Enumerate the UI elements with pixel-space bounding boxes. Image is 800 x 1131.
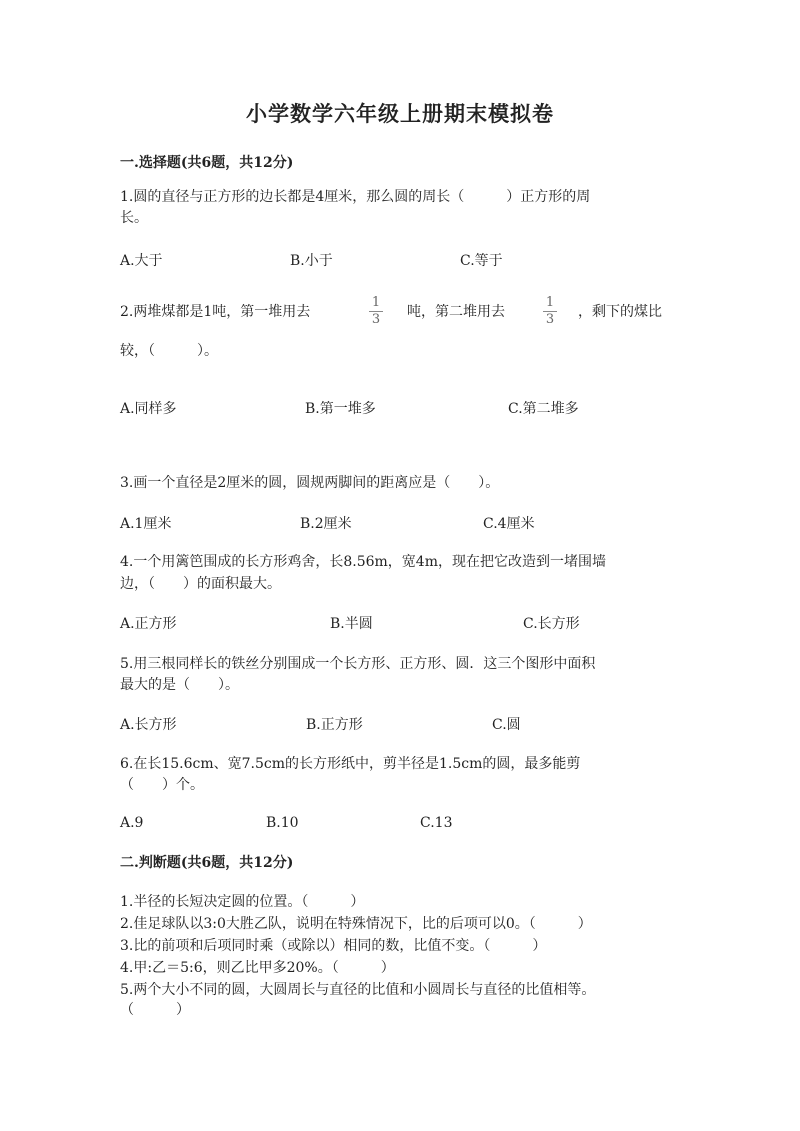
question-2-part-3: ，剩下的煤比: [578, 304, 662, 320]
page-title: 小学数学六年级上册期末模拟卷: [246, 101, 554, 126]
question-4-option-a: A.正方形: [120, 616, 177, 632]
question-1-line-2: 长。: [120, 210, 148, 226]
question-5-option-c: C.圆: [492, 717, 521, 733]
fraction-denominator: 3: [545, 312, 555, 327]
question-6-option-b: B.10: [266, 815, 299, 831]
question-3-option-a: A.1厘米: [120, 516, 172, 532]
judgment-item-2: 2.佳足球队以3:0大胜乙队，说明在特殊情况下，比的后项可以0。（ ）: [120, 916, 592, 932]
question-2-option-b: B.第一堆多: [305, 401, 376, 417]
judgment-item-1: 1.半径的长短决定圆的位置。（ ）: [120, 894, 365, 910]
question-2-line-2: 较，（ ）。: [120, 343, 218, 359]
question-1-option-b: B.小于: [290, 253, 333, 269]
question-3-line-1: 3.画一个直径是2厘米的圆，圆规两脚间的距离应是（ ）。: [120, 475, 500, 491]
question-6-option-a: A.9: [120, 815, 144, 831]
question-1-line-1: 1.圆的直径与正方形的边长都是4厘米，那么圆的周长（ ）正方形的周: [120, 189, 591, 205]
question-4-line-2: 边，（ ）的面积最大。: [120, 576, 281, 592]
fraction-numerator: 1: [371, 295, 381, 310]
fraction-denominator: 3: [371, 312, 381, 327]
question-5-line-1: 5.用三根同样长的铁丝分别围成一个长方形、正方形、圆．这三个图形中面积: [120, 656, 596, 672]
question-1-option-a: A.大于: [120, 253, 163, 269]
question-4-line-1: 4.一个用篱笆围成的长方形鸡舍，长8.56m，宽4m，现在把它改造到一堵围墙: [120, 554, 606, 570]
question-2-fraction-1: [369, 296, 383, 327]
fraction-numerator: 1: [545, 295, 555, 310]
judgment-item-4: 4.甲:乙＝5:6，则乙比甲多20%。（ ）: [120, 960, 395, 976]
judgment-item-3: 3.比的前项和后项同时乘（或除以）相同的数，比值不变。（ ）: [120, 938, 547, 954]
question-6-line-1: 6.在长15.6cm、宽7.5cm的长方形纸中，剪半径是1.5cm的圆，最多能剪: [120, 756, 581, 772]
question-5-option-b: B.正方形: [306, 717, 363, 733]
question-2-option-a: A.同样多: [120, 401, 177, 417]
question-4-option-b: B.半圆: [330, 616, 373, 632]
judgment-item-5: 5.两个大小不同的圆，大圆周长与直径的比值和小圆周长与直径的比值相等。: [120, 982, 596, 998]
section-heading-judgment: 二.判断题(共6题，共12分): [120, 855, 294, 871]
question-6-option-c: C.13: [420, 815, 453, 831]
question-5-option-a: A.长方形: [120, 717, 177, 733]
question-3-option-b: B.2厘米: [300, 516, 352, 532]
question-5-line-2: 最大的是（ ）。: [120, 677, 239, 693]
judgment-item-5-answer: （ ）: [120, 1002, 190, 1018]
question-1-option-c: C.等于: [460, 253, 503, 269]
question-2-option-c: C.第二堆多: [508, 401, 579, 417]
section-heading-choice: 一.选择题(共6题，共12分): [120, 155, 294, 171]
question-3-option-c: C.4厘米: [483, 516, 535, 532]
question-4-option-c: C.长方形: [523, 616, 580, 632]
question-2-fraction-2: [543, 296, 557, 327]
question-2-part-2: 吨，第二堆用去: [407, 304, 505, 320]
question-6-line-2: （ ）个。: [120, 777, 204, 793]
question-2-part-1: 2.两堆煤都是1吨，第一堆用去: [120, 304, 311, 320]
